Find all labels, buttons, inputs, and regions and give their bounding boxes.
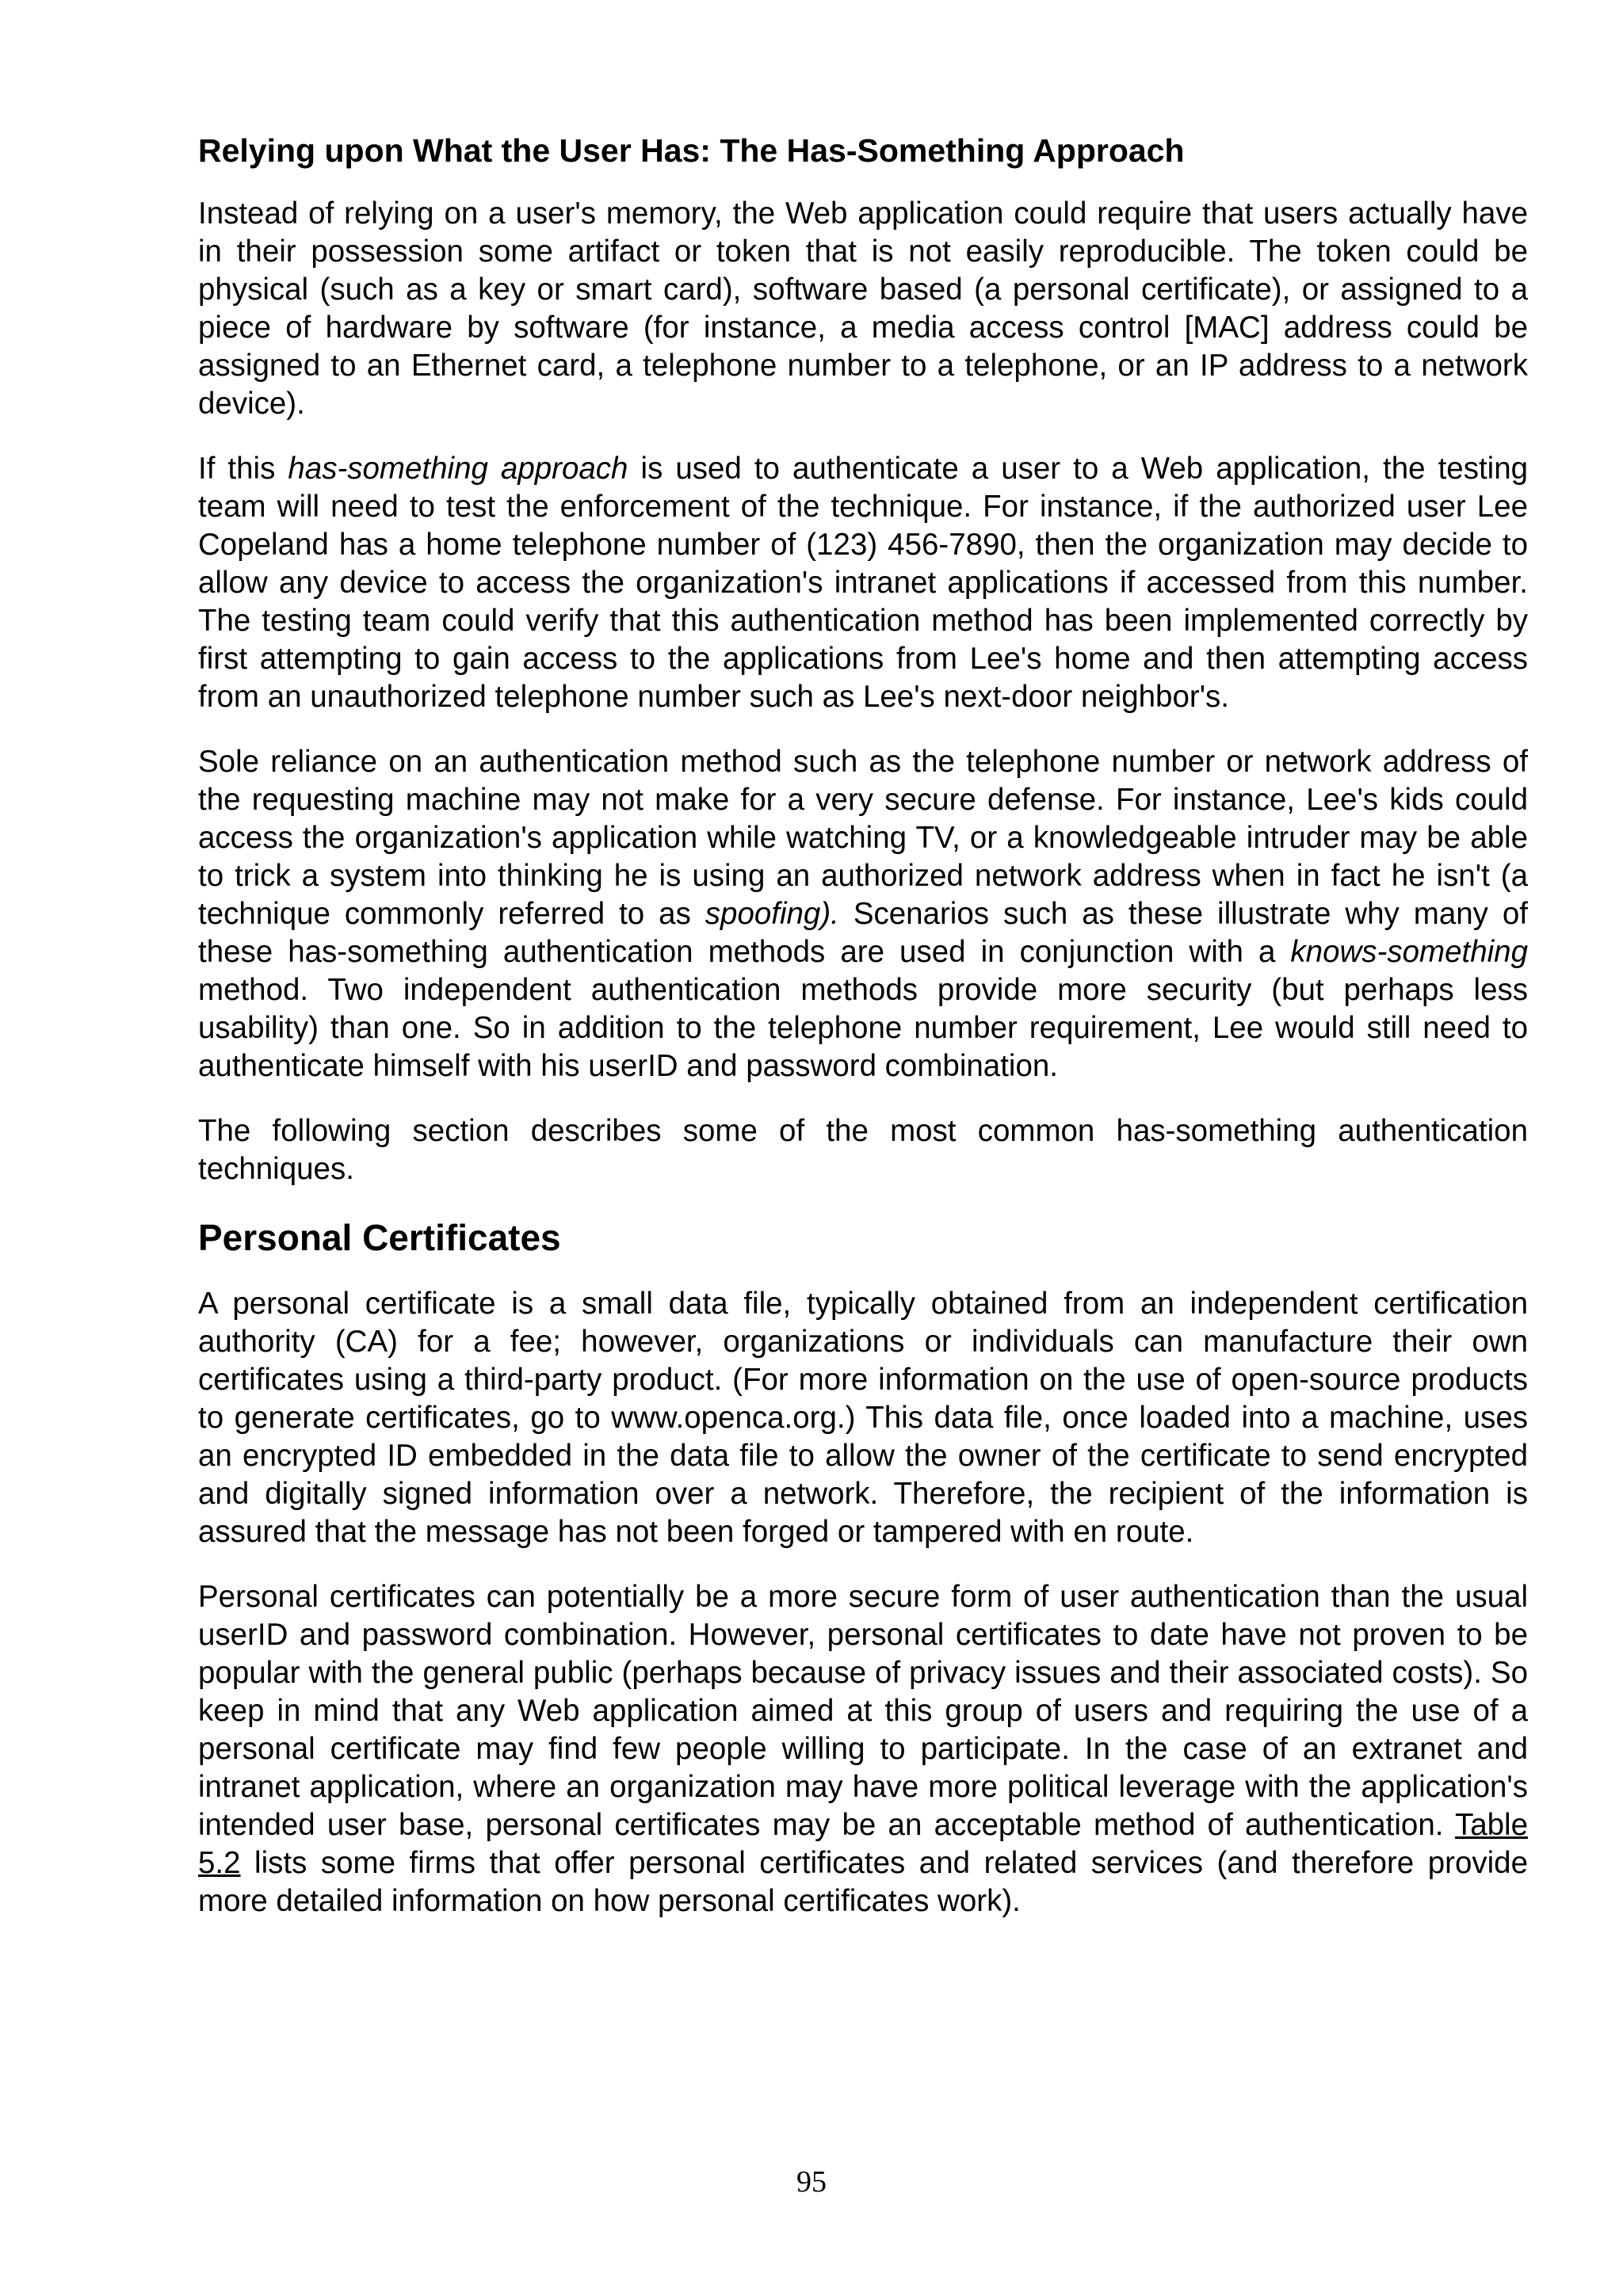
paragraph-certificate-definition <box>198 1285 1528 1551</box>
paragraph-text: lists some firms that offer personal certificates and related services (and therefore provide more detailed information on how personal certificates work). <box>198 1845 1528 1918</box>
paragraph-text: Sole reliance on an authentication method such as the telephone number or network address of the requesting machine may not make for a very secure defense. For instance, Lee's kids could access the organization's application while watching TV, or a knowledgeable intruder may be able to trick a system into thinking he is using an authorized network address when in fact he isn't (a technique commonly referred to as <box>198 745 1528 932</box>
italic-term-knows-something: knows-something <box>1290 935 1528 970</box>
table-reference-link[interactable]: Table 5.2 <box>198 1807 1528 1880</box>
italic-term-spoofing: spoofing). <box>705 897 839 932</box>
page-number: 95 <box>796 2165 827 2199</box>
paragraph-following-section <box>198 1112 1528 1188</box>
paragraph-text: method. Two independent authentication methods provide more security (but perhaps less usability) than one. So in addition to the telephone number requirement, Lee would still need to authenticate himself with his userID and password combination. <box>198 973 1528 1084</box>
paragraph-token-intro <box>198 195 1528 423</box>
paragraph-text: is used to authenticate a user to a Web application, the testing team will need to test the enforcement of the technique. For instance, if the authorized user Lee Copeland has a home telephone number of (123) 456-7890, then the organization may decide to allow any device to access the organization's intranet applications if accessed from this number. The testing team could verify that this authentication method has been implemented correctly by first attempting to gain access to the applications from Lee's home and then attempting access from an unauthorized telephone number such as Lee's next-door neighbor's. <box>198 452 1529 715</box>
paragraph-text: Personal certificates can potentially be a more secure form of user authentication than the usual userID and password combination. However, personal certificates to date have not proven to be popular with the general public (perhaps because of privacy issues and their associated costs). So keep in mind that any Web application aimed at this group of users and requiring the use of a personal certificate may find few people willing to participate. In the case of an extranet and intranet application, where an organization may have more political leverage with the application's intended user base, personal certificates may be an acceptable method of authentication. <box>198 1579 1528 1842</box>
paragraph-sole-reliance <box>198 743 1528 1085</box>
italic-term-has-something: has-something approach <box>288 452 628 486</box>
paragraph-certificate-security <box>198 1578 1528 1920</box>
personal-certificates-heading: Personal Certificates <box>198 1217 561 1259</box>
paragraph-testing-enforcement <box>198 450 1528 716</box>
paragraph-text: Instead of relying on a user's memory, the Web application could require that users actually have in their possession some artifact or token that is not easily reproducible. The token could be physical (such as a key or smart card), software based (a personal certificate), or assigned to a piece of hardware by software (for instance, a media access control [MAC] address could be assigned to an Ethernet card, a telephone number to a telephone, or an IP address to a network device). <box>198 196 1528 421</box>
paragraph-text: Scenarios such as these illustrate why many of these has-something authentication methods are used in conjunction with a <box>198 897 1528 970</box>
paragraph-text: If this <box>198 452 288 486</box>
has-something-heading: Relying upon What the User Has: The Has-Something Approach <box>198 132 1185 169</box>
paragraph-text: A personal certificate is a small data file, typically obtained from an independent certification authority (CA) for a fee; however, organizations or individuals can manufacture their own certificates using a third-party product. (For more information on the use of open-source products to generate certificates, go to www.openca.org.) This data file, once loaded into a machine, uses an encrypted ID embedded in the data file to allow the owner of the certificate to send encrypted and digitally signed information over a network. Therefore, the recipient of the information is assured that the message has not been forged or tampered with en route. <box>198 1286 1528 1549</box>
paragraph-text: The following section describes some of the most common has-something authentication techniques. <box>198 1114 1528 1187</box>
